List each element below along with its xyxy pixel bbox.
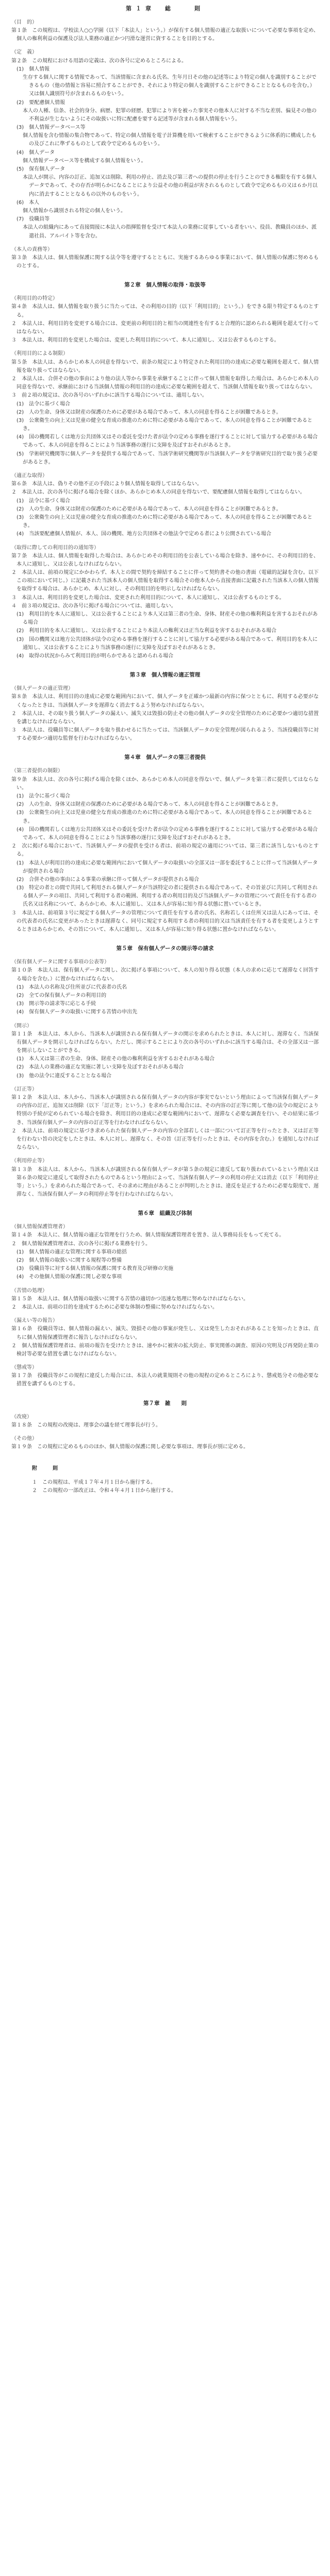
article-paragraph: ２ 本法人は、前項の目的を達成するために必要な体制の整備に努めなければならない。	[11, 1304, 218, 1310]
list-item: (1) 本法人が利用目的の達成に必要な範囲内において個人データの取扱いの全部又は一部を委託することに伴って当該個人データが提供される場合	[16, 860, 318, 874]
article-paragraph: 第３条 本法人は、個人情報保護に関する法令等を遵守するとともに、実施するあらゆる事業において、個人情報の保護に努めるものとする。	[11, 255, 319, 269]
chapter-heading: 第５章 保有個人データの開示等の請求	[116, 945, 214, 952]
article-paragraph: ３ 本法人は、役職員等に個人データを取り扱わせるに当たっては、当該個人データの安全管理が図られるよう、当該役職員等に対する必要かつ適切な監督を行わなければならない。	[11, 727, 319, 742]
article-paragraph: 第２条 この規程における用語の定義は、次の各号に定めるところによる。	[11, 58, 187, 64]
article-paragraph: 第１２条 本法人は、本人から、当該本人が識別される保有個人データの内容が事実でないという理由によって当該保有個人データの内容の訂正、追加又は削除（以下「訂正等」という。）を求められた場合には、その内容の訂正等に関して他の法令の規定により特別の手続が定められている場合を除き、利用目的の達成に必要な範囲内において、遅滞なく必要な調査を行い、その結果に基づき、当該保有個人データの内容の訂正等を行わなければならない。	[11, 1095, 319, 1126]
list-item: (1) 個人情報の適正な管理に関する事項の総括	[16, 1249, 127, 1255]
list-item: (1) 法令に基づく場合	[16, 498, 71, 504]
list-item: (2) 本法人の業務の適正な実施に著しい支障を及ぼすおそれがある場合	[16, 1064, 184, 1071]
list-item: (2) 要配慮個人情報	[16, 99, 65, 106]
article-heading: （利用停止等）	[11, 1158, 47, 1164]
list-item: (2) 人の生命、身体又は財産の保護のために必要がある場合であって、本人の同意を得ることが困難であるとき。	[16, 506, 282, 512]
article-heading: （目 的）	[11, 19, 37, 25]
article-heading: （本人の責務等）	[11, 246, 53, 252]
article-paragraph: ２ 本法人は、前項の規定にかかわらず、本人との間で契約を締結することに伴って契約書その他の書面（電磁的記録を含む。以下この項において同じ。）に記載された当該本人の個人情報を取得する場合その他本人から直接書面に記載された当該本人の個人情報を取得する場合は、あらかじめ、本人に対し、その利用目的を明示しなければならない。	[11, 570, 319, 592]
article-paragraph: ３ 本法人は、利用目的を変更した場合は、変更した利用目的について、本人に通知し、又は公表するものとする。	[11, 337, 279, 344]
list-item: (3) 開示等の請求等に応じる手続	[16, 1001, 96, 1007]
list-item: (1) 本人又は第三者の生命、身体、財産その他の権利利益を害するおそれがある場合	[16, 1056, 215, 1062]
article-heading: （苦情の処理）	[11, 1287, 47, 1294]
article-paragraph: 第１７条 役職員等がこの規程に違反した場合には、本法人の就業規則その他の規程の定めるところにより、懲戒処分その他必要な措置を講ずるものとする。	[11, 1373, 319, 1387]
list-item-text: 生存する個人に関する情報であって、当該情報に含まれる氏名、生年月日その他の記述等により特定の個人を識別することができるもの（他の情報と容易に照合することができ、それにより特定の個人を識別することができることとなるものを含む。）又は個人識別符号が含まれるものをいう。	[23, 74, 317, 97]
list-item: (4) その他個人情報の保護に関し必要な事項	[16, 1274, 122, 1280]
list-item: (4) 個人データ	[16, 149, 55, 156]
article-paragraph: 第１５条 本法人は、個人情報の取扱いに関する苦情の適切かつ迅速な処理に努めなければならない。	[11, 1296, 249, 1302]
list-item-text: 個人情報から識別される特定の個人をいう。	[23, 208, 126, 214]
article-paragraph: 第１９条 この規程に定めるもののほか、個人情報の保護に関し必要な事項は、理事長が別に定める。	[11, 1444, 249, 1450]
list-item: (3) 個人情報データベース等	[16, 125, 86, 131]
list-item: (2) 人の生命、身体又は財産の保護のために必要がある場合であって、本人の同意を得ることが困難であるとき。	[16, 802, 282, 808]
list-item: (2) 利用目的を本人に通知し、又は公表することにより本法人の権利又は正当な利益を害するおそれがある場合	[16, 628, 277, 634]
article-paragraph: 第４条 本法人は、個人情報を取り扱うに当たっては、その利用の目的（以下「利用目的」という。）をできる限り特定するものとする。	[11, 304, 319, 318]
list-item: (1) 本法人の名称及び住所並びに代表者の氏名	[16, 984, 127, 990]
article-heading: （懲戒等）	[11, 1365, 37, 1371]
list-item: (7) 役職員等	[16, 216, 50, 223]
article-paragraph: 第１１条 本法人は、本人から、当該本人が識別される保有個人データの開示を求められたときは、本人に対し、遅滞なく、当該保有個人データを開示しなければならない。ただし、開示することにより次の各号のいずれかに該当する場合は、その全部又は一部を開示しないことができる。	[11, 1031, 319, 1054]
article-paragraph: ２ 本法人は、前項の規定に基づき求められた保有個人データの内容の全部若しくは一部について訂正等を行ったとき、又は訂正等を行わない旨の決定をしたときは、本人に対し、遅滞なく、その旨（訂正等を行ったときは、その内容を含む。）を通知しなければならない。	[11, 1128, 319, 1151]
list-item: (6) 本人	[16, 199, 40, 206]
list-item-text: 本法人の組織内にあって直接間接に本法人の指揮監督を受けて本法人の業務に従事している者をいい、役員、教職員のほか、派遣社員、アルバイト等を含む。	[23, 225, 317, 239]
list-item-text: 本法人が開示、内容の訂正、追加又は削除、利用の停止、消去及び第三者への提供の停止を行うことのできる権限を有する個人データであって、その存否が明らかになることにより公益その他の利益が害されるものとして政令で定めるもの又は６か月以内に消去することとなるもの以外のものをいう。	[23, 175, 318, 197]
list-item: (3) 国の機関又は地方公共団体が法令の定める事務を遂行することに対して協力する必要がある場合であって、利用目的を本人に通知し、又は公表することにより当該事務の遂行に支障を及ぼすおそれがあるとき。	[16, 636, 318, 651]
article-paragraph: 第１６条 役職員等は、個人情報の漏えい、滅失、毀損その他の事案が発生し、又は発生したおそれがあることを知ったときは、直ちに個人情報保護管理者に報告しなければならない。	[11, 1326, 319, 1341]
article-paragraph: 第１３条 本法人は、本人から、当該本人が識別される保有個人データが第５条の規定に違反して取り扱われているという理由又は第６条の規定に違反して取得されたものであるという理由によって、当該保有個人データの利用の停止又は消去（以下「利用停止等」という。）を求められた場合であって、その求めに理由があることが判明したときは、違反を是正するために必要な限度で、遅滞なく、当該保有個人データの利用停止等を行わなければならない。	[11, 1166, 319, 1198]
list-item: (3) 特定の者との間で共同して利用される個人データが当該特定の者に提供される場合であって、その旨並びに共同して利用される個人データの項目、共同して利用する者の範囲、利用する者の利用目的及び当該個人データの管理について責任を有する者の氏名又は名称について、あらかじめ、本人に通知し、又は本人が容易に知り得る状態に置いているとき。	[16, 885, 318, 908]
supplementary-provisions-list	[11, 1479, 319, 1495]
list-item-text: 本人の人種、信条、社会的身分、病歴、犯罪の経歴、犯罪により害を被った事実その他本人に対する不当な差別、偏見その他の不利益が生じないようにその取扱いに特に配慮を要する記述等が含まれる個人情報をいう。	[23, 108, 317, 122]
article-paragraph: ２ 本法人は、合併その他の事由により他の法人等から事業を承継することに伴って個人情報を取得した場合は、あらかじめ本人の同意を得ないで、承継前における当該個人情報の利用目的の達成に必要な範囲を超えて、当該個人情報を取り扱ってはならない。	[11, 376, 319, 391]
list-item: (1) 法令に基づく場合	[16, 401, 71, 407]
list-item: (3) 役職員等に対する個人情報の保護に関する教育及び研修の実施	[16, 1266, 174, 1272]
article-heading: （第三者提供の制限）	[11, 768, 63, 774]
chapter-heading: 第７章 雑 則	[143, 1400, 187, 1406]
article-heading: （保有個人データに関する事項の公表等）	[11, 959, 109, 965]
article-paragraph: ２ 本法人は、次の各号に掲げる場合を除くほか、あらかじめ本人の同意を得ないで、要配慮個人情報を取得してはならない。	[11, 489, 305, 496]
article-heading: （個人情報保護管理者）	[11, 1224, 68, 1230]
list-item: (1) 法令に基づく場合	[16, 793, 71, 799]
list-item: (4) 当該要配慮個人情報が、本人、国の機関、地方公共団体その他法令で定める者により公開されている場合	[16, 531, 272, 537]
article-heading: （開示）	[11, 1023, 32, 1029]
list-item-text: 個人情報を含む情報の集合物であって、特定の個人情報を電子計算機を用いて検索することができるように体系的に構成したもの及びこれに準ずるものとして政令で定めるものをいう。	[23, 133, 317, 147]
article-heading: （改廃）	[11, 1414, 32, 1420]
article-paragraph: ２ 本法人は、その取り扱う個人データの漏えい、滅失又は毀損の防止その他の個人データの安全管理のために必要かつ適切な措置を講じなければならない。	[11, 710, 319, 725]
chapter-heading: 第３章 個人情報の適正管理	[129, 672, 201, 679]
articles-body	[11, 19, 319, 1452]
list-item: (4) 保有個人データの取扱いに関する苦情の申出先	[16, 1009, 138, 1015]
list-item-text: 個人情報データベース等を構成する個人情報をいう。	[23, 158, 146, 164]
document-title: 第１章 総 則	[126, 5, 204, 12]
article-heading: （個人データの適正管理）	[11, 686, 73, 692]
article-paragraph: 第７条 本法人は、個人情報を取得した場合は、あらかじめその利用目的を公表している場合を除き、速やかに、その利用目的を、本人に通知し、又は公表しなければならない。	[11, 553, 319, 567]
article-paragraph: 第５条 本法人は、あらかじめ本人の同意を得ないで、前条の規定により特定された利用目的の達成に必要な範囲を超えて、個人情報を取り扱ってはならない。	[11, 359, 319, 374]
supplementary-provisions-title: 附 則	[32, 1466, 63, 1472]
article-heading: （漏えい等の報告）	[11, 1318, 58, 1324]
list-item: (4) 取得の状況からみて利用目的が明らかであると認められる場合	[16, 653, 174, 659]
article-heading: （取得に際しての利用目的の通知等）	[11, 545, 99, 551]
article-paragraph: ３ 前２項の規定は、次の各号のいずれかに該当する場合については、適用しない。	[11, 393, 207, 399]
article-heading: （訂正等）	[11, 1086, 37, 1092]
article-paragraph: 第１０条 本法人は、保有個人データに関し、次に掲げる事項について、本人の知り得る状態（本人の求めに応じて遅滞なく回答する場合を含む。）に置かなければならない。	[11, 968, 319, 982]
list-item: (3) 公衆衛生の向上又は児童の健全な育成の推進のために特に必要がある場合であって、本人の同意を得ることが困難であるとき。	[16, 514, 312, 529]
article-paragraph: ４ 前３項の規定は、次の各号に掲げる場合については、適用しない。	[11, 603, 176, 609]
list-item: (5) 保有個人データ	[16, 166, 65, 172]
article-paragraph: ３ 本法人は、前項第３号に規定する個人データの管理について責任を有する者の氏名、名称若しくは住所又は法人にあっては、その代表者の氏名に変更があったときは遅滞なく、同号に規定する利用する者の利用目的又は当該責任を有する者を変更しようとするときはあらかじめ、その旨について、本人に通知し、又は本人が容易に知り得る状態に置かなければならない。	[11, 910, 319, 933]
chapter-heading: 第４章 個人データの第三者提供	[124, 754, 206, 761]
article-heading: （適正な取得）	[11, 473, 47, 479]
list-item: (1) 利用目的を本人に通知し、又は公表することにより本人又は第三者の生命、身体、財産その他の権利利益を害するおそれがある場合	[16, 612, 318, 626]
list-item: (2) 合併その他の事由による事業の承継に伴って個人データが提供される場合	[16, 876, 200, 883]
article-heading: （その他）	[11, 1436, 37, 1442]
article-heading: （利用目的の特定）	[11, 296, 58, 302]
supplementary-item: ２ この規程の一部改正は、令和４年４月１日から施行する。	[32, 1487, 176, 1494]
article-paragraph: ２ 次に掲げる場合において、当該個人データの提供を受ける者は、前項の規定の適用については、第三者に該当しないものとする。	[11, 843, 319, 858]
list-item: (4) 国の機関若しくは地方公共団体又はその委託を受けた者が法令の定める事務を遂行することに対して協力する必要がある場合であって、本人の同意を得ることにより当該事務の遂行に支障を及ぼすおそれがあるとき。	[16, 826, 318, 841]
list-item: (5) 学術研究機関等に個人データを提供する場合であって、当該学術研究機関等が当該個人データを学術研究目的で取り扱う必要があるとき。	[16, 451, 318, 465]
article-paragraph: 第１４条 本法人に、個人情報の適正な管理を行うため、個人情報保護管理者を置き、法人事務局長をもって充てる。	[11, 1232, 285, 1239]
article-paragraph: ２ 個人情報保護管理者は、次の各号に掲げる業務を行う。	[11, 1241, 151, 1247]
list-item: (3) 公衆衛生の向上又は児童の健全な育成の推進のために特に必要がある場合であって、本人の同意を得ることが困難であるとき。	[16, 417, 312, 432]
list-item: (3) 公衆衛生の向上又は児童の健全な育成の推進のために特に必要がある場合であって、本人の同意を得ることが困難であるとき。	[16, 810, 312, 824]
article-heading: （利用目的による制限）	[11, 351, 68, 357]
supplementary-item: １ この規程は、平成１７年４月１日から施行する。	[32, 1479, 156, 1485]
list-item: (1) 個人情報	[16, 66, 50, 72]
list-item: (4) 国の機関若しくは地方公共団体又はその委託を受けた者が法令の定める事務を遂行することに対して協力する必要がある場合であって、本人の同意を得ることにより当該事務の遂行に支障を及ぼすおそれがあるとき。	[16, 434, 318, 449]
list-item: (3) 他の法令に違反することとなる場合	[16, 1073, 112, 1079]
article-paragraph: 第１８条 この規程の改廃は、理事会の議を経て理事長が行う。	[11, 1422, 161, 1428]
chapter-heading: 第６章 組織及び体制	[138, 1210, 192, 1217]
article-paragraph: 第６条 本法人は、偽りその他不正の手段により個人情報を取得してはならない。	[11, 481, 202, 487]
list-item: (2) 全ての保有個人データの利用目的	[16, 992, 107, 998]
article-paragraph: ３ 本法人は、利用目的を変更した場合は、変更された利用目的について、本人に通知し、又は公表するものとする。	[11, 595, 285, 601]
article-paragraph: 第１条 この規程は、学校法人○○学園（以下「本法人」という。）が保有する個人情報の適正な取扱いについて必要な事項を定め、個人の権利利益の保護及び法人業務の適正かつ円滑な運営に資することを目的とする。	[11, 28, 319, 42]
list-item: (2) 人の生命、身体又は財産の保護のために必要がある場合であって、本人の同意を得ることが困難であるとき。	[16, 409, 282, 415]
article-paragraph: 第９条 本法人は、次の各号に掲げる場合を除くほか、あらかじめ本人の同意を得ないで、個人データを第三者に提供してはならない。	[11, 776, 319, 791]
list-item: (2) 個人情報の取扱いに関する規程等の整備	[16, 1258, 122, 1263]
chapter-heading: 第２章 個人情報の取得・取扱等	[124, 282, 206, 289]
article-paragraph: 第８条 本法人は、利用目的の達成に必要な範囲内において、個人データを正確かつ最新の内容に保つとともに、利用する必要がなくなったときは、当該個人データを遅滞なく消去するよう努めなければならない。	[11, 694, 319, 708]
article-heading: （定 義）	[11, 49, 37, 56]
article-paragraph: ２ 本法人は、利用目的を変更する場合には、変更前の利用目的と相当の関連性を有すると合理的に認められる範囲を超えて行ってはならない。	[11, 320, 319, 335]
article-paragraph: ２ 個人情報保護管理者は、前項の報告を受けたときは、速やかに被害の拡大防止、事実関係の調査、原因の究明及び再発防止策の検討等必要な措置を講じなければならない。	[11, 1343, 319, 1357]
